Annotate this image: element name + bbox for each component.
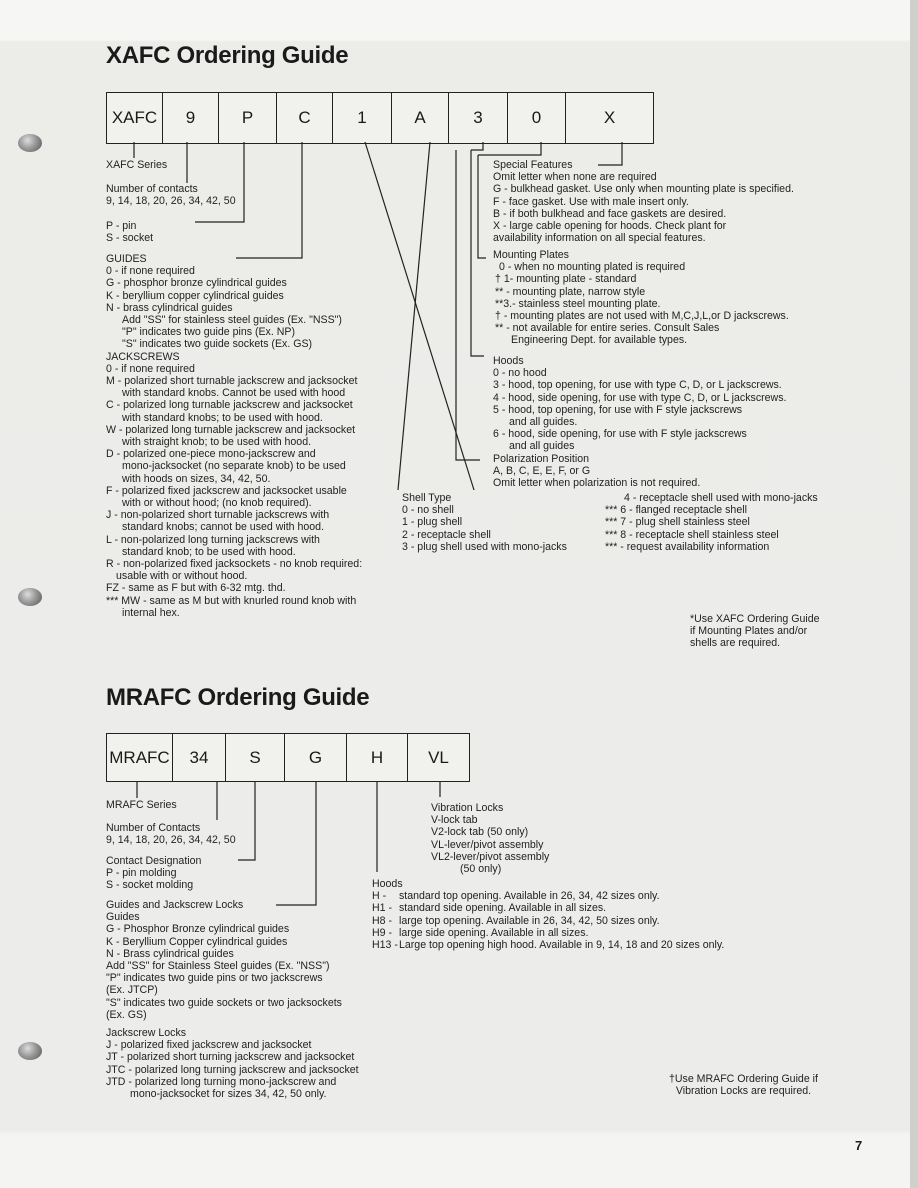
- contact-designation-section: [106, 855, 201, 892]
- jackscrew-option: F - polarized fixed jackscrew and jacksocket usable: [106, 484, 347, 497]
- code-cell-hoods: H: [347, 734, 408, 781]
- hood-option: [372, 927, 724, 939]
- mrafc-code-box: [106, 733, 470, 782]
- polarization-line: A, B, C, E, E, F, or G: [493, 465, 591, 478]
- contacts-label: Number of contacts: [106, 183, 198, 195]
- mounting-plate-line: **3.- stainless steel mounting plate.: [495, 297, 661, 310]
- code-cell-hoods: 3: [449, 93, 508, 143]
- mounting-plate-line: † 1- mounting plate - standard: [495, 273, 637, 286]
- jackscrew-option-cont: with hoods on sizes, 34, 42, 50.: [122, 472, 271, 485]
- contact-designation-option: P - pin molding: [106, 867, 177, 880]
- shell-option: *** 7 - plug shell stainless steel: [605, 516, 750, 529]
- contact-designation-heading: Contact Designation: [106, 855, 202, 867]
- code-cell-mounting: 0: [508, 93, 566, 143]
- hood-option: [372, 890, 724, 902]
- jackscrew-option-cont: standard knobs; cannot be used with hood.: [122, 521, 325, 534]
- guide-line: (Ex. GS): [106, 1008, 147, 1021]
- hood-option: [372, 902, 724, 914]
- shell-option: 1 - plug shell: [402, 516, 463, 529]
- footnote-line: *Use XAFC Ordering Guide: [690, 613, 820, 625]
- xafc-hoods-section: [493, 355, 786, 453]
- vibration-locks-heading: Vibration Locks: [431, 802, 504, 814]
- special-feature-line: F - face gasket. Use with male insert only.: [493, 195, 689, 208]
- mounting-plate-line: ** - mounting plate, narrow style: [495, 285, 646, 298]
- socket-option: S - socket: [106, 232, 154, 245]
- jackscrew-option: M - polarized short turnable jackscrew and jacksocket: [106, 375, 358, 388]
- hoods-heading: Hoods: [493, 355, 524, 367]
- vibration-locks-section: [431, 802, 549, 875]
- shell-option: 4 - receptacle shell used with mono-jacks: [624, 492, 818, 504]
- hood-desc: Large top opening high hood. Available in 9, 14, 18 and 20 sizes only.: [399, 939, 725, 952]
- guide-note: "S" indicates two guide sockets (Ex. GS): [122, 338, 313, 351]
- jackscrew-option: R - non-polarized fixed jacksockets - no knob required:: [106, 558, 363, 571]
- contacts-label: Number of Contacts: [106, 822, 201, 834]
- jackscrew-option: *** MW - same as M but with knurled round knob with: [106, 594, 357, 607]
- shell-option: 2 - receptacle shell: [402, 528, 491, 541]
- mrafc-hoods-section: [372, 878, 724, 951]
- vibration-lock-option: VL-lever/pivot assembly: [431, 838, 544, 851]
- guide-line: K - Beryllium Copper cylindrical guides: [106, 935, 288, 948]
- hood-code: H9 -: [372, 926, 393, 939]
- jackscrew-option-cont: with or without hood; (no knob required).: [122, 497, 312, 510]
- jackscrew-option-cont: standard knob; to be used with hood.: [122, 545, 296, 558]
- code-cell-contacts: 9: [163, 93, 219, 143]
- special-feature-line: Omit letter when none are required: [493, 171, 657, 184]
- jackscrew-option-cont: with standard knobs. Cannot be used with hood: [122, 387, 346, 400]
- hood-option: [372, 939, 724, 951]
- footnote-line: Vibration Locks are required.: [675, 1085, 812, 1098]
- polarization-heading: Polarization Position: [493, 453, 589, 465]
- code-cell-vibration-locks: VL: [428, 747, 449, 767]
- code-cell-guides-locks: G: [285, 734, 347, 781]
- mrafc-footnote: [669, 1073, 818, 1097]
- shell-type-section-right: [603, 492, 818, 553]
- code-cell-special: X: [603, 108, 616, 127]
- mrafc-contacts-section: [106, 822, 236, 846]
- hood-option: 4 - hood, side opening, for use with type C, D, or L jackscrews.: [493, 391, 787, 404]
- contacts-values: 9, 14, 18, 20, 26, 34, 42, 50: [106, 834, 236, 847]
- polarization-section: [493, 453, 700, 490]
- guide-note: "P" indicates two guide pins (Ex. NP): [122, 326, 295, 339]
- footnote-line: †Use MRAFC Ordering Guide if: [669, 1073, 818, 1085]
- special-features-section: [493, 159, 794, 244]
- hood-desc: standard top opening. Available in 26, 34, 42 sizes only.: [399, 890, 660, 903]
- jackscrew-option: J - non-polarized short turnable jackscrews with: [106, 509, 330, 522]
- guide-line: (Ex. JTCP): [106, 984, 158, 997]
- guides-heading: GUIDES: [106, 253, 147, 265]
- code-cell-series: MRAFC: [107, 734, 173, 781]
- guide-option: 0 - if none required: [106, 265, 195, 278]
- guide-option: N - brass cylindrical guides: [106, 301, 233, 314]
- vibration-lock-option: V2-lock tab (50 only): [431, 826, 529, 839]
- jackscrew-locks-section: [106, 1027, 359, 1100]
- hoods-heading: Hoods: [372, 878, 403, 890]
- guide-line: "P" indicates two guide pins or two jackscrews: [106, 972, 323, 985]
- shell-option: 3 - plug shell used with mono-jacks: [402, 540, 567, 553]
- hood-desc: large side opening. Available in all sizes.: [399, 926, 589, 939]
- jackscrew-option: W - polarized long turnable jackscrew and jacksocket: [106, 423, 356, 436]
- hood-option: 5 - hood, top opening, for use with F style jackscrews: [493, 403, 743, 416]
- footnote-line: if Mounting Plates and/or: [690, 625, 808, 638]
- contact-designation-option: S - socket molding: [106, 879, 194, 892]
- jackscrew-option: L - non-polarized long turning jackscrews with: [106, 533, 320, 546]
- hood-option: 3 - hood, top opening, for use with type C, D, or L jackscrews.: [493, 379, 782, 392]
- shell-option: 0 - no shell: [402, 504, 454, 517]
- jackscrew-lock-option: J - polarized fixed jackscrew and jacksocket: [106, 1039, 312, 1052]
- mrafc-guides-section: [106, 899, 342, 1021]
- jackscrew-lock-option: JT - polarized short turning jackscrew and jacksocket: [106, 1051, 355, 1064]
- vibration-lock-option: V-lock tab: [431, 814, 478, 827]
- xafc-title: XAFC Ordering Guide: [106, 42, 349, 69]
- code-cell-pin-socket: P: [219, 93, 277, 143]
- hood-option: 6 - hood, side opening, for use with F style jackscrews: [493, 428, 747, 441]
- code-cell-guides: C: [277, 93, 333, 143]
- hood-option-cont: and all guides: [509, 440, 575, 453]
- code-cell-polarization: A: [392, 93, 449, 143]
- guide-line: Add "SS" for Stainless Steel guides (Ex. "NSS"): [106, 960, 330, 973]
- mounting-plate-line-cont: Engineering Dept. for available types.: [511, 334, 688, 347]
- shell-type-heading: Shell Type: [402, 492, 452, 504]
- shell-option: *** - request availability information: [605, 540, 770, 553]
- mounting-plates-heading: Mounting Plates: [493, 249, 569, 261]
- mounting-plate-line: 0 - when no mounting plated is required: [499, 261, 686, 274]
- jackscrew-option-cont: usable with or without hood.: [116, 570, 248, 583]
- xafc-footnote: [690, 613, 820, 650]
- hood-code: H13 -: [372, 939, 398, 952]
- xafc-pin-socket-section: [106, 220, 153, 244]
- shell-option: *** 6 - flanged receptacle shell: [605, 504, 747, 517]
- special-features-heading: Special Features: [493, 159, 573, 171]
- guide-option: K - beryllium copper cylindrical guides: [106, 289, 284, 302]
- jackscrew-option-cont: with standard knobs; to be used with hood.: [122, 411, 323, 424]
- hood-desc: standard side opening. Available in all sizes.: [399, 902, 607, 915]
- jackscrews-heading: JACKSCREWS: [106, 350, 180, 363]
- hood-option: 0 - no hood: [493, 367, 547, 380]
- shell-type-section-left: [402, 492, 567, 553]
- xafc-series-label: XAFC Series: [106, 159, 168, 171]
- vibration-lock-option: VL2-lever/pivot assembly: [431, 850, 550, 863]
- guides-locks-heading: Guides and Jackscrew Locks: [106, 899, 244, 911]
- guide-line: "S" indicates two guide sockets or two jacksockets: [106, 996, 342, 1009]
- jackscrew-option-cont: with straight knob; to be used with hood.: [122, 436, 312, 449]
- jackscrew-lock-option: JTC - polarized long turning jackscrew and jacksocket: [106, 1063, 359, 1076]
- special-feature-line: B - if both bulkhead and face gaskets are desired.: [493, 207, 727, 220]
- mrafc-title: MRAFC Ordering Guide: [106, 684, 370, 711]
- jackscrew-option-cont: mono-jacksocket (no separate knob) to be used: [122, 460, 346, 473]
- jackscrew-locks-heading: Jackscrew Locks: [106, 1027, 187, 1039]
- guide-line: N - Brass cylindrical guides: [106, 947, 234, 960]
- footnote-line: shells are required.: [690, 637, 781, 650]
- page-number: 7: [855, 1138, 863, 1153]
- hood-code: H1 -: [372, 902, 393, 915]
- xafc-contacts-section: [106, 183, 236, 207]
- jackscrew-option: C - polarized long turnable jackscrew and jacksocket: [106, 399, 353, 412]
- jackscrew-option: D - polarized one-piece mono-jackscrew and: [106, 448, 316, 461]
- hood-desc: large top opening. Available in 26, 34, 42, 50 sizes only.: [399, 914, 660, 927]
- hood-code: H -: [372, 890, 387, 903]
- polarization-line: Omit letter when polarization is not required.: [493, 477, 701, 490]
- guide-line: G - Phosphor Bronze cylindrical guides: [106, 923, 290, 936]
- jackscrew-option: 0 - if none required: [106, 362, 195, 375]
- guide-note: Add "SS" for stainless steel guides (Ex. "NSS"): [122, 314, 342, 327]
- mrafc-series-label: MRAFC Series: [106, 799, 177, 811]
- special-feature-line: availability information on all special features.: [493, 232, 706, 245]
- mounting-plates-section: [493, 249, 789, 347]
- xafc-guides-jackscrews-section: [106, 253, 362, 619]
- special-feature-line: G - bulkhead gasket. Use only when mounting plate is specified.: [493, 183, 794, 196]
- jackscrew-option: FZ - same as F but with 6-32 mtg. thd.: [106, 582, 286, 595]
- mounting-plate-line: ** - not available for entire series. Consult Sales: [495, 322, 720, 335]
- vibration-lock-option-cont: (50 only): [460, 863, 502, 876]
- pin-option: P - pin: [106, 220, 137, 232]
- special-feature-line: X - large cable opening for hoods. Check plant for: [493, 220, 727, 233]
- guide-option: G - phosphor bronze cylindrical guides: [106, 277, 287, 290]
- shell-option: *** 8 - receptacle shell stainless steel: [605, 528, 779, 541]
- jackscrew-option-cont: internal hex.: [122, 606, 180, 619]
- hood-option-cont: and all guides.: [509, 416, 578, 429]
- jackscrew-lock-option-cont: mono-jacksocket for sizes 34, 42, 50 only.: [130, 1088, 327, 1101]
- mounting-plate-line: † - mounting plates are not used with M,C,J,L,or D jackscrews.: [495, 310, 789, 323]
- code-cell-series: XAFC: [107, 93, 163, 143]
- code-cell-contacts: 34: [173, 734, 226, 781]
- code-cell-contact-designation: S: [226, 734, 285, 781]
- contacts-values: 9, 14, 18, 20, 26, 34, 42, 50: [106, 195, 236, 208]
- code-cell-shell: 1: [333, 93, 392, 143]
- jackscrew-lock-option: JTD - polarized long turning mono-jackscrew and: [106, 1075, 337, 1088]
- hood-option: [372, 915, 724, 927]
- guides-heading: Guides: [106, 911, 140, 924]
- hood-code: H8 -: [372, 914, 393, 927]
